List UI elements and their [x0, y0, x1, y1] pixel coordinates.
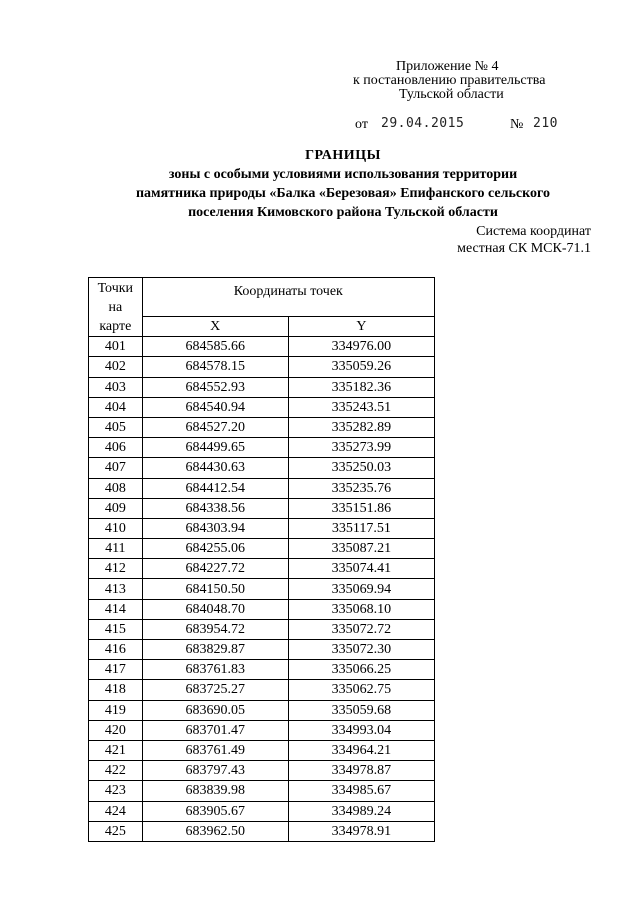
x-coordinate-cell: 684255.06 — [142, 539, 288, 559]
coordinate-system-label: Система координат — [476, 224, 591, 239]
y-coordinate-cell: 334985.67 — [288, 781, 434, 801]
table-row — [89, 357, 435, 377]
x-coordinate-cell: 684499.65 — [142, 438, 288, 458]
title-line-1: зоны с особыми условиями использования территории — [168, 167, 518, 182]
point-cell: 409 — [89, 498, 143, 518]
coordinates-table — [88, 277, 435, 842]
x-coordinate-cell: 683761.83 — [142, 660, 288, 680]
table-row — [89, 619, 435, 639]
point-cell: 407 — [89, 458, 143, 478]
y-coordinate-cell: 334978.87 — [288, 761, 434, 781]
table-row — [89, 720, 435, 740]
table-row — [89, 660, 435, 680]
point-cell: 410 — [89, 518, 143, 538]
point-cell: 405 — [89, 417, 143, 437]
x-column-header: X — [142, 317, 288, 337]
point-cell: 408 — [89, 478, 143, 498]
decree-date: 29.04.2015 — [381, 116, 465, 131]
points-header-line: Точки — [97, 280, 134, 296]
y-coordinate-cell: 335151.86 — [288, 498, 434, 518]
points-header-line: карте — [99, 318, 132, 334]
coordinate-system-note — [457, 223, 591, 257]
point-cell: 421 — [89, 740, 143, 760]
table-row — [89, 478, 435, 498]
point-cell: 415 — [89, 619, 143, 639]
coordinate-system-value: местная СК МСК-71.1 — [457, 241, 591, 256]
y-coordinate-cell: 335235.76 — [288, 478, 434, 498]
y-coordinate-cell: 335068.10 — [288, 599, 434, 619]
x-coordinate-cell: 683701.47 — [142, 720, 288, 740]
x-coordinate-cell: 683962.50 — [142, 821, 288, 841]
table-row — [89, 458, 435, 478]
y-coordinate-cell: 335087.21 — [288, 539, 434, 559]
x-coordinate-cell: 683690.05 — [142, 700, 288, 720]
point-cell: 422 — [89, 761, 143, 781]
point-cell: 402 — [89, 357, 143, 377]
appendix-region: Тульской области — [399, 87, 504, 102]
document-title — [100, 146, 586, 222]
x-coordinate-cell: 684150.50 — [142, 579, 288, 599]
x-coordinate-cell: 683829.87 — [142, 640, 288, 660]
title-line-3: поселения Кимовского района Тульской области — [188, 205, 498, 220]
point-cell: 414 — [89, 599, 143, 619]
y-coordinate-cell: 335069.94 — [288, 579, 434, 599]
y-coordinate-cell: 334993.04 — [288, 720, 434, 740]
point-cell: 412 — [89, 559, 143, 579]
point-cell: 404 — [89, 397, 143, 417]
table-row — [89, 740, 435, 760]
table-row — [89, 761, 435, 781]
y-coordinate-cell: 335243.51 — [288, 397, 434, 417]
x-coordinate-cell: 683761.49 — [142, 740, 288, 760]
table-row — [89, 640, 435, 660]
decree-from-label: от — [355, 117, 368, 132]
x-coordinate-cell: 684540.94 — [142, 397, 288, 417]
y-coordinate-cell: 334976.00 — [288, 337, 434, 357]
x-coordinate-cell: 683954.72 — [142, 619, 288, 639]
decree-number: 210 — [533, 116, 558, 131]
point-cell: 413 — [89, 579, 143, 599]
table-row — [89, 680, 435, 700]
y-coordinate-cell: 335059.68 — [288, 700, 434, 720]
y-column-header: Y — [288, 317, 434, 337]
y-coordinate-cell: 335072.30 — [288, 640, 434, 660]
x-coordinate-cell: 683725.27 — [142, 680, 288, 700]
decree-number-label: № — [510, 117, 524, 132]
x-coordinate-cell: 684303.94 — [142, 518, 288, 538]
coordinates-group-header: Координаты точек — [142, 278, 434, 317]
y-coordinate-cell: 335182.36 — [288, 377, 434, 397]
point-cell: 418 — [89, 680, 143, 700]
y-coordinate-cell: 335250.03 — [288, 458, 434, 478]
x-coordinate-cell: 684048.70 — [142, 599, 288, 619]
x-coordinate-cell: 684338.56 — [142, 498, 288, 518]
point-cell: 425 — [89, 821, 143, 841]
x-coordinate-cell: 684552.93 — [142, 377, 288, 397]
x-coordinate-cell: 683839.98 — [142, 781, 288, 801]
table-row — [89, 337, 435, 357]
point-cell: 420 — [89, 720, 143, 740]
table-row — [89, 498, 435, 518]
title-main: ГРАНИЦЫ — [305, 148, 381, 163]
table-row — [89, 518, 435, 538]
points-header-line: на — [108, 299, 123, 315]
y-coordinate-cell: 335066.25 — [288, 660, 434, 680]
x-coordinate-cell: 684578.15 — [142, 357, 288, 377]
table-row — [89, 377, 435, 397]
y-coordinate-cell: 335282.89 — [288, 417, 434, 437]
x-coordinate-cell: 684585.66 — [142, 337, 288, 357]
y-coordinate-cell: 335072.72 — [288, 619, 434, 639]
point-cell: 419 — [89, 700, 143, 720]
appendix-decree-ref: к постановлению правительства — [353, 73, 546, 88]
x-coordinate-cell: 684527.20 — [142, 417, 288, 437]
y-coordinate-cell: 335273.99 — [288, 438, 434, 458]
y-coordinate-cell: 334964.21 — [288, 740, 434, 760]
appendix-number: Приложение № 4 — [396, 59, 499, 74]
points-column-header — [89, 278, 143, 337]
table-row — [89, 781, 435, 801]
x-coordinate-cell: 684430.63 — [142, 458, 288, 478]
table-row — [89, 539, 435, 559]
y-coordinate-cell: 335074.41 — [288, 559, 434, 579]
table-row — [89, 700, 435, 720]
point-cell: 411 — [89, 539, 143, 559]
point-cell: 423 — [89, 781, 143, 801]
point-cell: 417 — [89, 660, 143, 680]
x-coordinate-cell: 684412.54 — [142, 478, 288, 498]
point-cell: 424 — [89, 801, 143, 821]
y-coordinate-cell: 335059.26 — [288, 357, 434, 377]
table-row — [89, 438, 435, 458]
table-row — [89, 559, 435, 579]
point-cell: 403 — [89, 377, 143, 397]
x-coordinate-cell: 683905.67 — [142, 801, 288, 821]
table-row — [89, 579, 435, 599]
x-coordinate-cell: 683797.43 — [142, 761, 288, 781]
table-body — [89, 337, 435, 842]
y-coordinate-cell: 334989.24 — [288, 801, 434, 821]
table-row — [89, 397, 435, 417]
y-coordinate-cell: 335062.75 — [288, 680, 434, 700]
table-row — [89, 417, 435, 437]
point-cell: 416 — [89, 640, 143, 660]
y-coordinate-cell: 335117.51 — [288, 518, 434, 538]
title-line-2: памятника природы «Балка «Березовая» Епифанского сельского — [135, 186, 551, 201]
table-header-row — [89, 278, 435, 317]
point-cell: 406 — [89, 438, 143, 458]
x-coordinate-cell: 684227.72 — [142, 559, 288, 579]
table-row — [89, 821, 435, 841]
y-coordinate-cell: 334978.91 — [288, 821, 434, 841]
point-cell: 401 — [89, 337, 143, 357]
decree-date-number — [355, 116, 558, 133]
table-row — [89, 599, 435, 619]
table-row — [89, 801, 435, 821]
